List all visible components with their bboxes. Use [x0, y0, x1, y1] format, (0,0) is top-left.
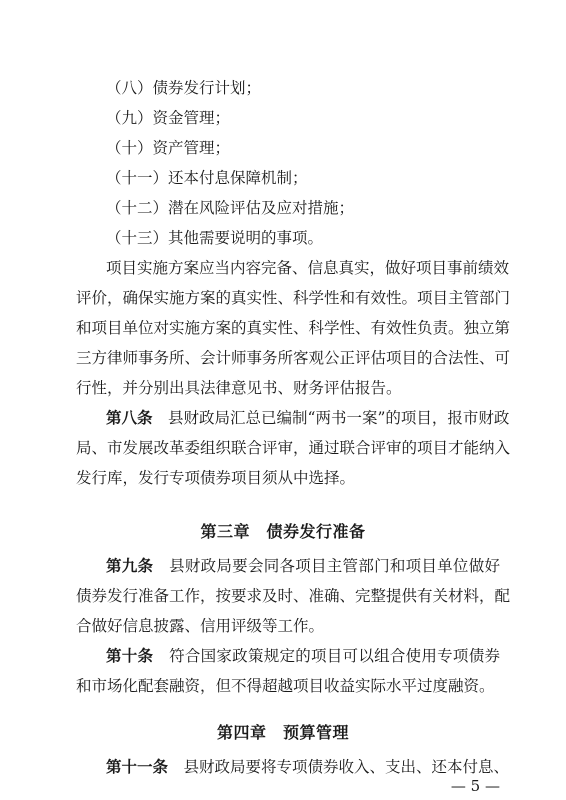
page-number: — 5 —: [450, 777, 500, 795]
paragraph-line: 债券发行准备工作，按要求及时、准确、完整提供有关材料，配: [76, 587, 511, 605]
paragraph-line: 行性，并分别出具法律意见书、财务评估报告。: [76, 379, 402, 397]
paragraph-line: 项目实施方案应当内容完备、信息真实，做好项目事前绩效: [106, 259, 510, 277]
article-8-text: 县财政局汇总已编制“两书一案”的项目，报市财政: [168, 409, 510, 427]
list-item: （十三）其他需要说明的事项。: [106, 229, 324, 247]
chapter-3-heading: 第三章 债券发行准备: [200, 522, 366, 541]
paragraph-line: 和市场化配套融资，但不得超越项目收益实际水平过度融资。: [76, 677, 495, 695]
article-11-label: 第十一条: [106, 757, 169, 776]
chapter-4-heading: 第四章 预算管理: [216, 723, 349, 742]
list-item: （九）资金管理；: [106, 109, 231, 127]
article-8-first-line: [106, 408, 510, 428]
paragraph-line: 局、市发展改革委组织联合评审，通过联合评审的项目才能纳入: [76, 439, 511, 457]
article-11-first-line: [106, 757, 510, 777]
list-item: （十一）还本付息保障机制；: [106, 169, 308, 187]
paragraph-line: 和项目单位对实施方案的真实性、科学性、有效性负责。独立第: [76, 319, 511, 337]
paragraph-line: 三方律师事务所、会计师事务所客观公正评估项目的合法性、可: [76, 349, 511, 367]
paragraph-line: 发行库，发行专项债券项目须从中选择。: [76, 469, 356, 487]
article-9-text: 县财政局要会同各项目主管部门和项目单位做好: [169, 557, 500, 575]
article-9-first-line: [106, 556, 500, 576]
list-item: （十二）潜在风险评估及应对措施；: [106, 199, 355, 217]
paragraph-line: 评价，确保实施方案的真实性、科学性和有效性。项目主管部门: [76, 289, 511, 307]
article-10-text: 符合国家政策规定的项目可以组合使用专项债券: [169, 647, 500, 665]
list-item: （八）债券发行计划；: [106, 79, 262, 97]
paragraph-line: 合做好信息披露、信用评级等工作。: [76, 617, 325, 635]
article-9-label: 第九条: [106, 556, 154, 575]
article-10-first-line: [106, 646, 500, 666]
article-10-label: 第十条: [106, 646, 154, 665]
article-8-label: 第八条: [106, 408, 153, 427]
article-11-text: 县财政局要将专项债券收入、支出、还本付息、: [183, 758, 510, 776]
list-item: （十）资产管理；: [106, 139, 231, 157]
